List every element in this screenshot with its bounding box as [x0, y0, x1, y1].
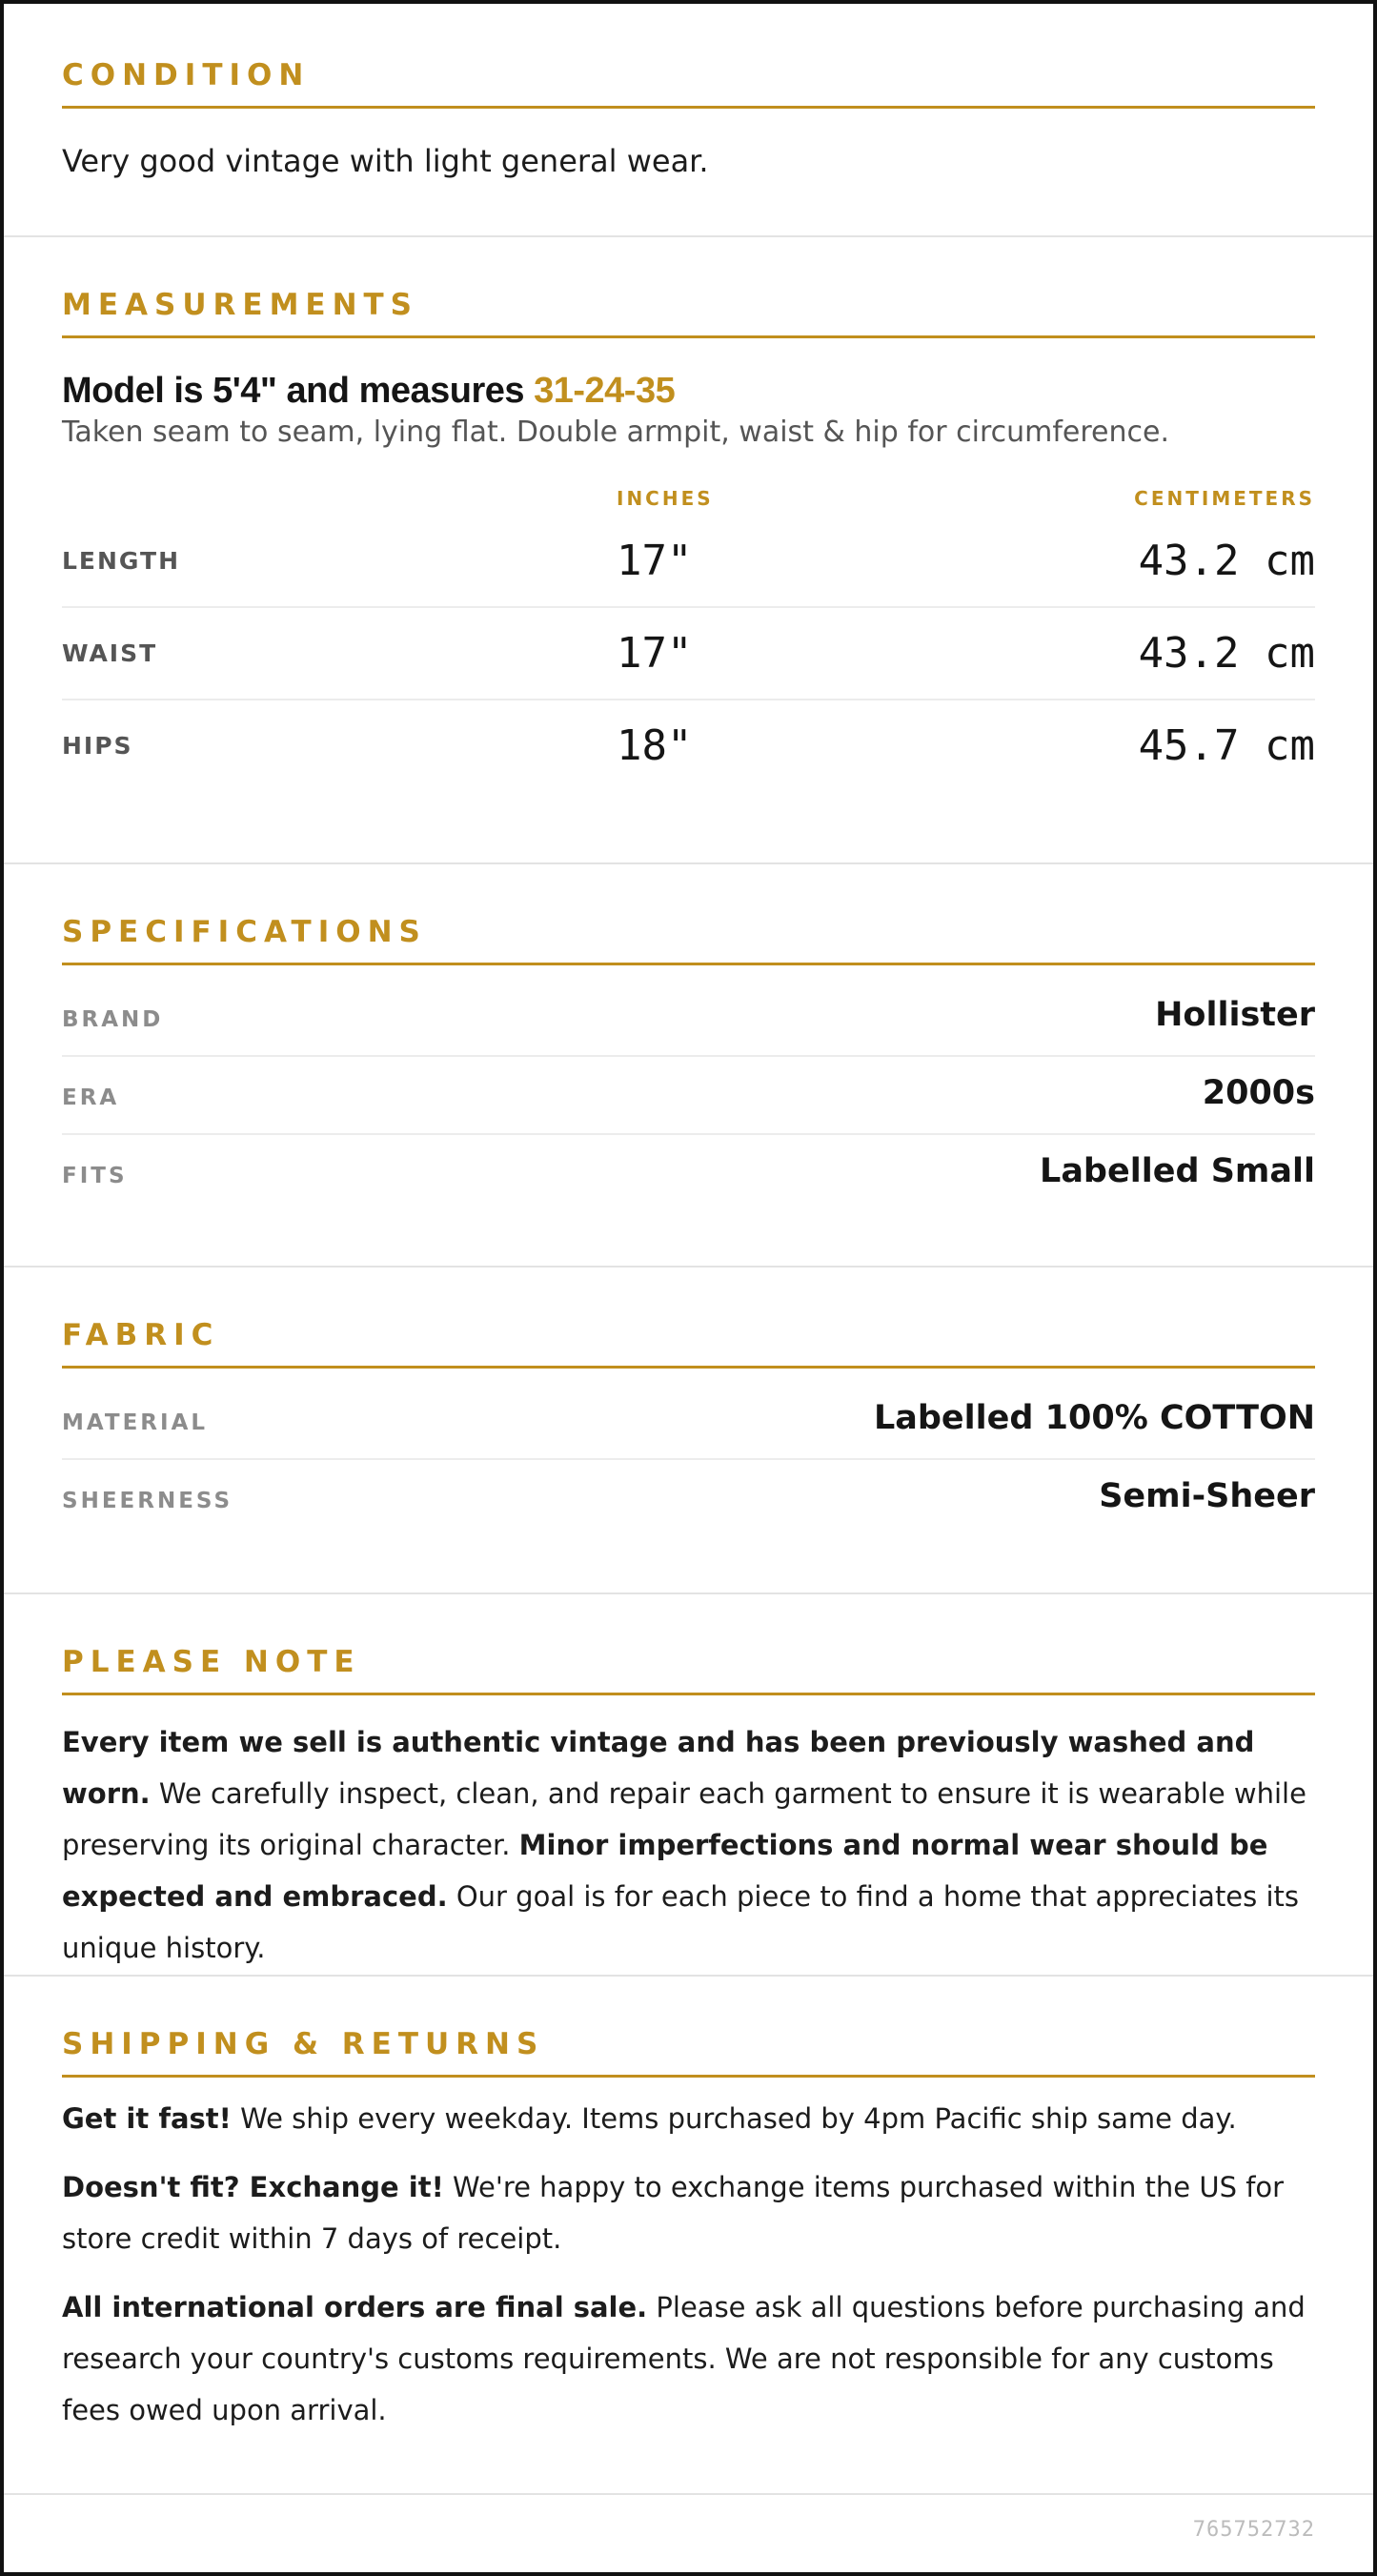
spec-row-fits [62, 1135, 1315, 1211]
note-bold-1: Every item we sell is authentic vintage and has been previously washed and worn. [62, 1726, 1255, 1810]
shipping-bold-1: Get it fast! [62, 2102, 232, 2135]
note-text-2: Our goal is for each piece to find a home that appreciates its unique history. [62, 1880, 1300, 1964]
shipping-paragraph-international [62, 2282, 1315, 2436]
shipping-paragraph-fast [62, 2093, 1315, 2144]
fabric-value: Labelled 100% COTTON [873, 1399, 1315, 1437]
note-bold-2: Minor imperfections and normal wear should be expected and embraced. [62, 1829, 1268, 1913]
measurement-row [62, 608, 1315, 700]
condition-section [4, 4, 1373, 237]
measurement-cm: 43.2 cm [1138, 537, 1315, 585]
fabric-row-material [62, 1382, 1315, 1460]
fabric-heading: FABRIC [62, 1318, 1315, 1369]
fabric-label: MATERIAL [62, 1410, 209, 1435]
centimeters-column-header: CENTIMETERS [1134, 487, 1315, 510]
shipping-bold-3: All international orders are final sale. [62, 2291, 648, 2323]
spec-value: Hollister [1155, 996, 1315, 1034]
measurement-cm: 43.2 cm [1138, 629, 1315, 678]
measurements-heading: MEASUREMENTS [62, 288, 1315, 338]
shipping-returns-heading: SHIPPING & RETURNS [62, 2027, 1315, 2078]
fabric-value: Semi-Sheer [1099, 1477, 1315, 1515]
please-note-heading: PLEASE NOTE [62, 1645, 1315, 1695]
measurement-row [62, 700, 1315, 791]
measurement-row [62, 516, 1315, 608]
condition-heading: CONDITION [62, 58, 1315, 109]
shipping-text-1: We ship every weekday. Items purchased by 4pm Pacific ship same day. [231, 2102, 1237, 2135]
specifications-section [4, 864, 1373, 1268]
product-id: 765752732 [1192, 2518, 1315, 2542]
spec-label: ERA [62, 1085, 120, 1110]
please-note-section [4, 1594, 1373, 1977]
model-measures-prefix: Model is 5'4" and measures [62, 371, 535, 411]
specifications-list [62, 979, 1315, 1211]
measurement-inches: 17" [617, 537, 693, 585]
measurements-subtitle: Taken seam to seam, lying flat. Double armpit, waist & hip for circumference. [62, 416, 1170, 449]
model-measures-line [62, 371, 1315, 412]
measurement-label: HIPS [62, 732, 133, 760]
spec-row-era [62, 1057, 1315, 1135]
fabric-list [62, 1382, 1315, 1536]
shipping-returns-section [4, 1977, 1373, 2495]
spec-label: FITS [62, 1164, 128, 1188]
measurement-inches: 18" [617, 721, 693, 770]
measurement-cm: 45.7 cm [1138, 721, 1315, 770]
model-measures-value: 31-24-35 [534, 371, 676, 411]
shipping-text-2: We're happy to exchange items purchased within the US for store credit within 7 days of receipt. [62, 2171, 1285, 2255]
spec-label: BRAND [62, 1007, 164, 1032]
condition-text: Very good vintage with light general wear. [62, 143, 709, 179]
spec-row-brand [62, 979, 1315, 1057]
please-note-text [62, 1716, 1315, 1974]
inches-column-header: INCHES [617, 487, 714, 510]
measurements-section [4, 237, 1373, 864]
spec-value: Labelled Small [1040, 1152, 1315, 1190]
fabric-label: SHEERNESS [62, 1489, 233, 1513]
specifications-heading: SPECIFICATIONS [62, 915, 1315, 965]
note-text-1: We carefully inspect, clean, and repair each garment to ensure it is wearable while preserving its original character. [62, 1777, 1306, 1861]
shipping-paragraph-exchange [62, 2161, 1315, 2264]
measurement-inches: 17" [617, 629, 693, 678]
fabric-section [4, 1268, 1373, 1594]
measurements-table-header [62, 487, 1315, 516]
measurement-label: LENGTH [62, 547, 180, 575]
measurement-label: WAIST [62, 639, 158, 667]
shipping-bold-2: Doesn't fit? Exchange it! [62, 2171, 444, 2203]
shipping-text-3: Please ask all questions before purchasing and research your country's customs requirements. We are not responsible for any customs fees owed upon arrival. [62, 2291, 1306, 2426]
spec-value: 2000s [1202, 1074, 1315, 1112]
fabric-row-sheerness [62, 1460, 1315, 1536]
